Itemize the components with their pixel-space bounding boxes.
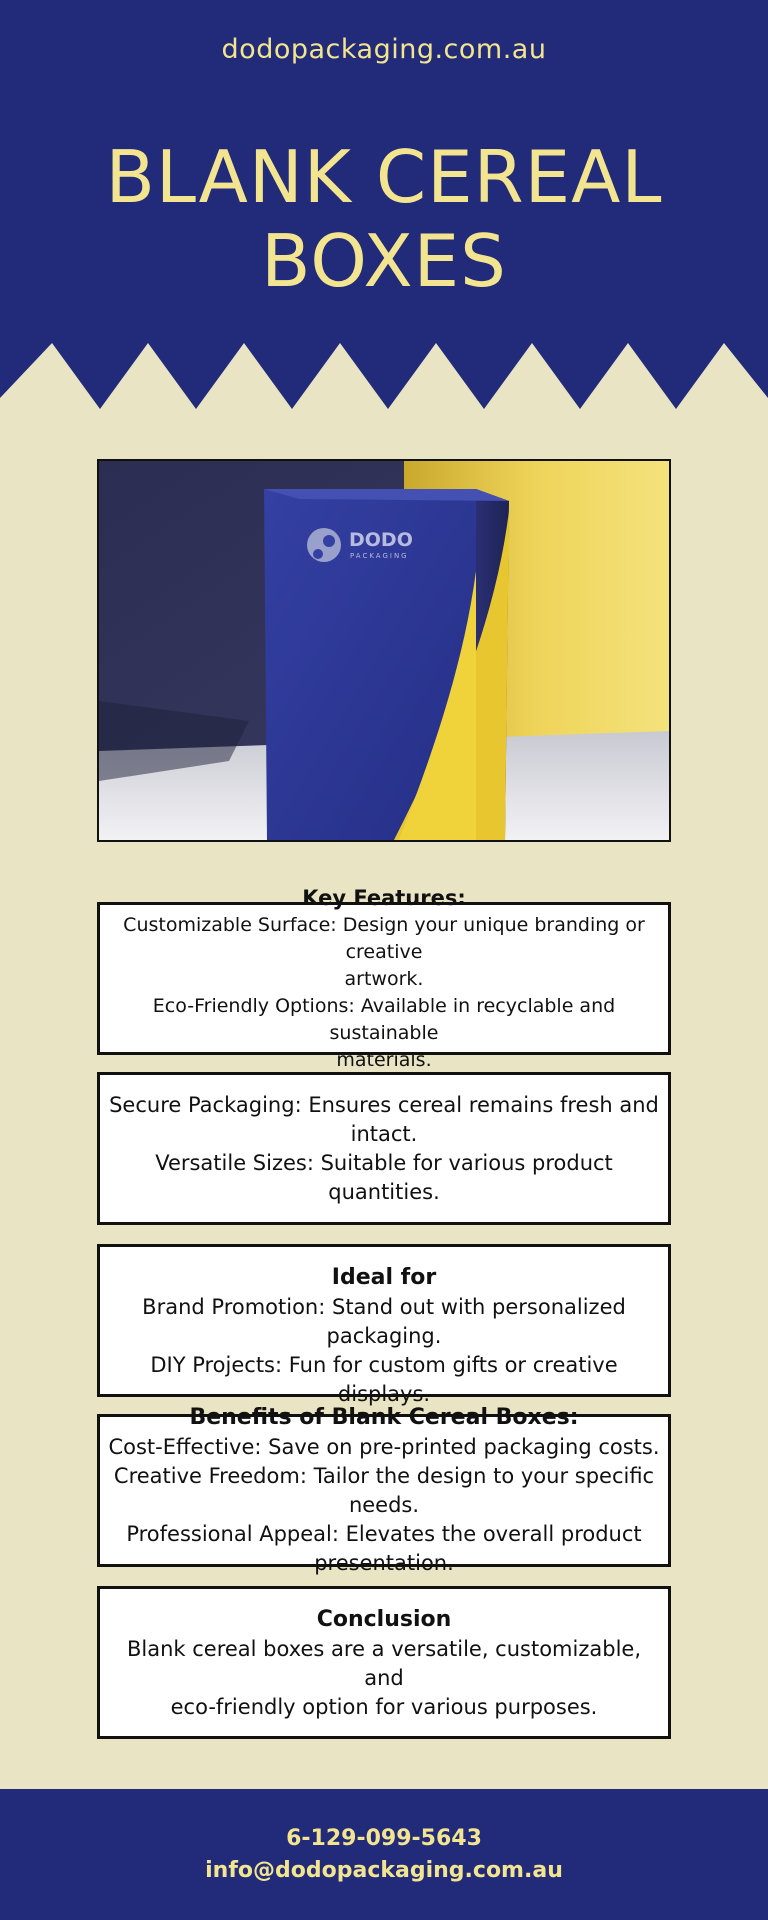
card-title: Key Features: (302, 885, 466, 910)
card-line: Cost-Effective: Save on pre-printed packaging costs. (108, 1435, 660, 1459)
card-line: materials. (336, 1048, 432, 1071)
card-line: eco-friendly option for various purposes. (170, 1695, 598, 1719)
phone-number[interactable]: 6-129-099-5643 (286, 1826, 482, 1851)
card-line: Secure Packaging: Ensures cereal remains fresh and intact. (109, 1092, 659, 1146)
card-benefits (97, 1405, 671, 1575)
site-url[interactable]: dodopackaging.com.au (221, 34, 547, 65)
title-line-1: BLANK CEREAL (105, 135, 663, 219)
card-line: Creative Freedom: Tailor the design to your specific needs. (113, 1464, 655, 1517)
card-title: Benefits of Blank Cereal Boxes: (189, 1405, 579, 1430)
brand-sub: PACKAGING (350, 552, 409, 560)
card-line: Customizable Surface: Design your unique branding or creative (123, 913, 645, 963)
header-banner (0, 0, 768, 410)
card-line: artwork. (344, 967, 424, 990)
email-link[interactable]: info@dodopackaging.com.au (205, 1858, 563, 1883)
card-more-features (97, 1072, 671, 1225)
product-photo (97, 459, 671, 842)
card-title: Conclusion (316, 1607, 452, 1632)
brand-name: DODO (349, 529, 413, 551)
card-ideal-for (97, 1244, 671, 1406)
card-line: DIY Projects: Fun for custom gifts or creative displays. (150, 1353, 618, 1406)
title-line-2: BOXES (261, 219, 507, 303)
card-title: Ideal for (331, 1265, 437, 1290)
card-line: Blank cereal boxes are a versatile, customizable, and (126, 1637, 641, 1690)
page-title (0, 135, 768, 303)
card-line: presentation. (314, 1551, 454, 1575)
card-line: Versatile Sizes: Suitable for various product quantities. (155, 1150, 613, 1204)
footer (0, 1789, 768, 1920)
card-conclusion (97, 1586, 671, 1739)
cereal-box-illustration (99, 461, 669, 840)
card-line: Brand Promotion: Stand out with personalized packaging. (142, 1295, 626, 1348)
card-line: Eco-Friendly Options: Available in recyclable and sustainable (152, 994, 616, 1044)
dodo-logo-icon (307, 528, 341, 562)
card-key-features (97, 885, 671, 1071)
card-line: Professional Appeal: Elevates the overall product (126, 1522, 642, 1546)
